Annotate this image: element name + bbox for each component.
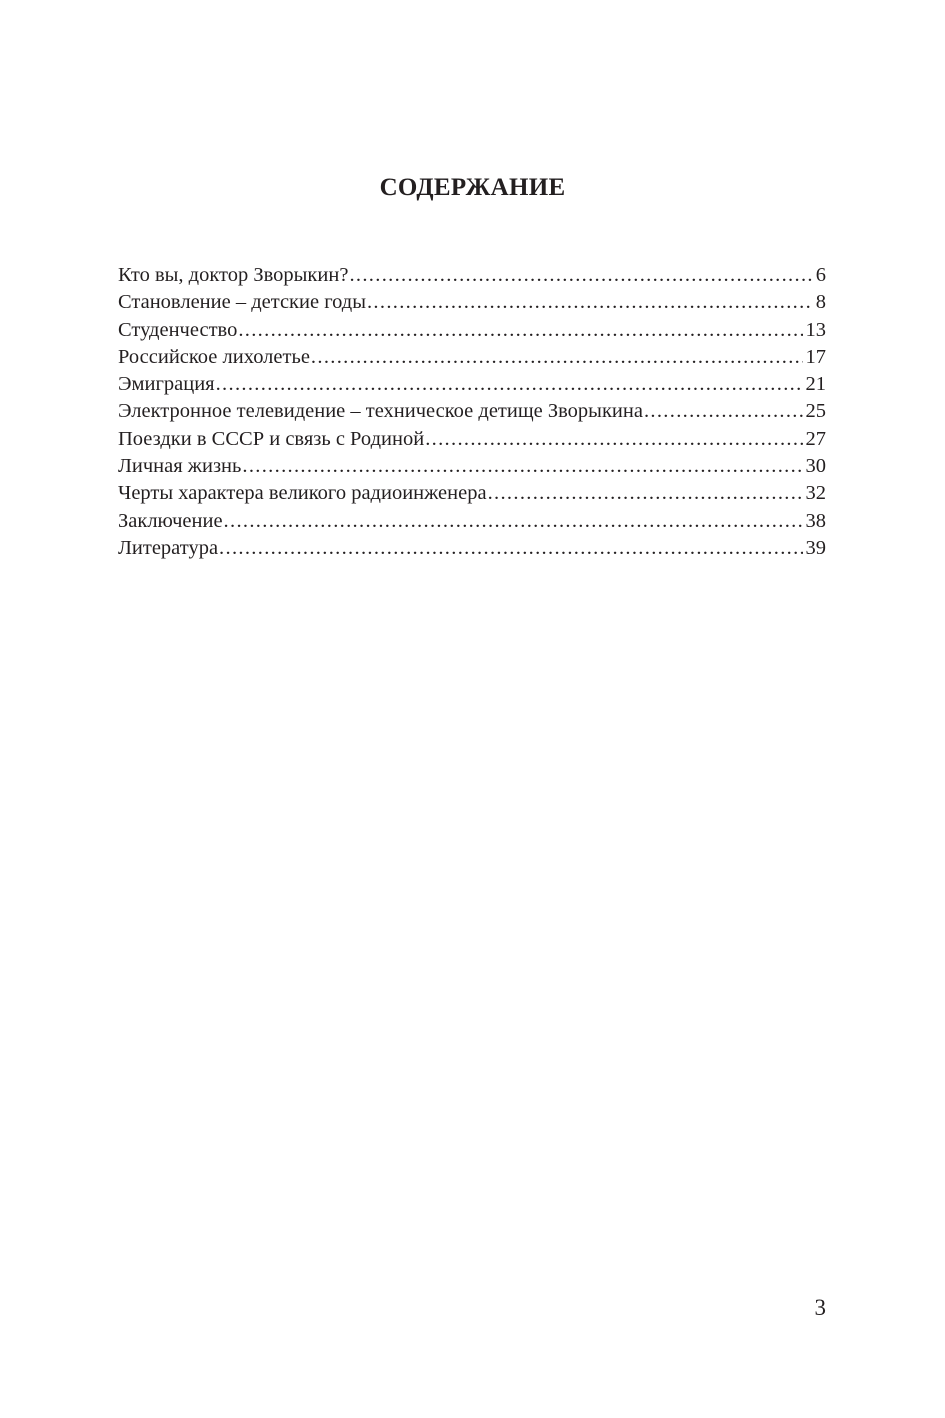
toc-dot-leader	[425, 426, 802, 453]
toc-entry-title: Черты характера великого радиоинженера	[118, 482, 487, 505]
toc-entry-page: 32	[805, 482, 826, 505]
toc-dot-leader	[311, 344, 803, 371]
page-number: 3	[814, 1295, 826, 1320]
toc-entry	[118, 508, 826, 535]
toc-entry-page: 21	[805, 373, 826, 396]
toc-dot-leader	[488, 480, 803, 507]
toc-entry-page: 6	[815, 264, 826, 286]
toc-entry-title: Становление – детские годы	[118, 291, 366, 314]
toc-entry-page: 25	[805, 400, 826, 423]
toc-entry-title: Поездки в СССР и связь с Родиной	[118, 427, 425, 450]
toc-entry-title: Студенчество	[118, 318, 238, 341]
toc-entry-title: Электронное телевидение – техническое детище Зворыкина	[118, 400, 643, 423]
toc-entry	[118, 262, 826, 289]
toc-dot-leader	[219, 535, 802, 562]
toc-entry-page: 30	[805, 455, 826, 478]
toc-entry-page: 13	[805, 318, 826, 341]
toc-entry	[118, 317, 826, 344]
toc-entry-title: Эмиграция	[118, 373, 215, 396]
toc-dot-leader	[216, 371, 803, 398]
toc-dot-leader	[367, 289, 813, 316]
toc-entry-page: 39	[805, 536, 826, 559]
toc-entry-page: 8	[815, 291, 826, 314]
toc-entry-title: Личная жизнь	[118, 455, 242, 478]
toc-entry-page: 38	[805, 509, 826, 532]
toc-entry-title: Заключение	[118, 509, 223, 532]
table-of-contents	[118, 262, 826, 562]
toc-entry-title: Российское лихолетье	[118, 345, 310, 368]
toc-dot-leader	[349, 262, 812, 289]
toc-entry	[118, 480, 826, 507]
toc-dot-leader	[238, 317, 802, 344]
toc-dot-leader	[224, 508, 803, 535]
toc-entry-page: 27	[805, 427, 826, 450]
toc-entry	[118, 371, 826, 398]
toc-entry	[118, 344, 826, 371]
toc-entry-page: 17	[805, 345, 826, 368]
toc-dot-leader	[644, 398, 803, 425]
toc-entry	[118, 426, 826, 453]
toc-entry	[118, 535, 826, 562]
toc-entry-title: Кто вы, доктор Зворыкин?	[118, 264, 349, 286]
toc-entry	[118, 398, 826, 425]
page-title: СОДЕРЖАНИЕ	[379, 174, 566, 201]
toc-entry	[118, 453, 826, 480]
toc-entry-title: Литература	[118, 536, 219, 559]
toc-entry	[118, 289, 826, 316]
toc-dot-leader	[242, 453, 802, 480]
